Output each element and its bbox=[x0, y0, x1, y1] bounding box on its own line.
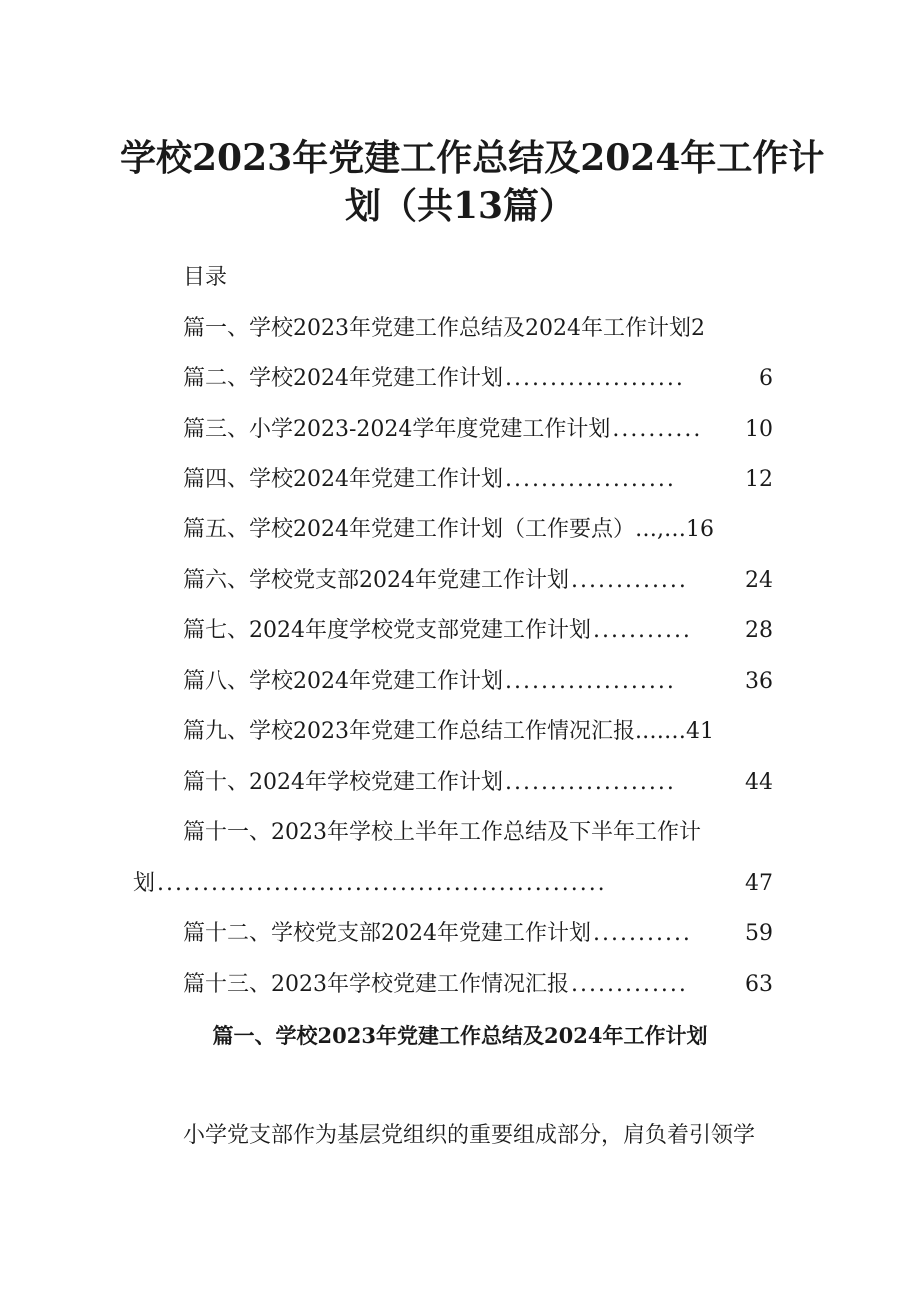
body-paragraph: 小学党支部作为基层党组织的重要组成部分，肩负着引领学 bbox=[183, 1123, 756, 1148]
toc-entry-12[interactable] bbox=[183, 918, 773, 950]
toc-entry-text: 篇九、学校2023年党建工作总结工作情况汇报.…… bbox=[183, 719, 686, 744]
toc-entry-9[interactable] bbox=[183, 716, 714, 748]
toc-entry-1[interactable] bbox=[183, 313, 705, 345]
toc-entry-text: 篇八、学校2024年党建工作计划 bbox=[183, 669, 503, 694]
toc-entry-page: 6 bbox=[759, 366, 773, 391]
toc-entry-page: 2 bbox=[690, 316, 705, 341]
toc-entry-text: 篇十一、2023年学校上半年工作总结及下半年工作计 bbox=[183, 820, 701, 845]
toc-entry-text: 篇六、学校党支部2024年党建工作计划 bbox=[183, 568, 569, 593]
toc-entry-13[interactable] bbox=[183, 969, 773, 1001]
toc-entry-page: 44 bbox=[745, 770, 773, 795]
toc-entry-7[interactable] bbox=[183, 615, 773, 647]
toc-entry-text-cont: 划 bbox=[133, 871, 156, 896]
toc-entry-text: 篇十三、2023年学校党建工作情况汇报 bbox=[183, 972, 569, 997]
document-title-line-1: 学校2023年党建工作总结及2024年工作计 bbox=[120, 137, 825, 179]
toc-entry-page: 10 bbox=[745, 417, 773, 442]
toc-entry-page: 47 bbox=[745, 871, 773, 896]
toc-leader-dots: ........... bbox=[593, 618, 692, 643]
toc-leader-dots: .................................................. bbox=[157, 871, 607, 896]
toc-entry-text: 篇十二、学校党支部2024年党建工作计划 bbox=[183, 921, 591, 946]
toc-entry-8[interactable] bbox=[183, 666, 773, 698]
toc-entry-11[interactable] bbox=[183, 817, 701, 849]
toc-leader-dots: ............. bbox=[571, 972, 688, 997]
toc-entry-page: 63 bbox=[745, 972, 773, 997]
toc-entry-page: 12 bbox=[745, 467, 773, 492]
toc-leader-dots: ........... bbox=[593, 921, 692, 946]
toc-entry-6[interactable] bbox=[183, 565, 773, 597]
toc-entry-page: 24 bbox=[745, 568, 773, 593]
toc-heading: 目录 bbox=[183, 265, 228, 290]
section-heading: 篇一、学校2023年党建工作总结及2024年工作计划 bbox=[212, 1023, 708, 1048]
toc-entry-4[interactable] bbox=[183, 464, 773, 496]
toc-leader-dots: ............. bbox=[571, 568, 688, 593]
document-title-line-2: 划（共13篇） bbox=[344, 185, 576, 227]
toc-leader-dots: ................... bbox=[505, 467, 676, 492]
toc-entry-text: 篇四、学校2024年党建工作计划 bbox=[183, 467, 503, 492]
toc-entry-11-continuation[interactable] bbox=[133, 868, 773, 900]
toc-entry-2[interactable] bbox=[183, 363, 773, 395]
toc-leader-dots: .................... bbox=[505, 366, 685, 391]
toc-entry-page: 16 bbox=[685, 517, 714, 542]
toc-entry-10[interactable] bbox=[183, 767, 773, 799]
toc-entry-page: 59 bbox=[745, 921, 773, 946]
toc-entry-page: 36 bbox=[745, 669, 773, 694]
toc-entry-page: 41 bbox=[685, 719, 714, 744]
toc-entry-3[interactable] bbox=[183, 414, 773, 446]
toc-entry-text: 篇三、小学2023-2024学年度党建工作计划 bbox=[183, 417, 611, 442]
toc-entry-text: 篇二、学校2024年党建工作计划 bbox=[183, 366, 503, 391]
toc-entry-text: 篇五、学校2024年党建工作计划（工作要点）…,… bbox=[183, 517, 686, 542]
toc-entry-5[interactable] bbox=[183, 514, 714, 546]
toc-entry-text: 篇十、2024年学校党建工作计划 bbox=[183, 770, 503, 795]
toc-entry-text: 篇七、2024年度学校党支部党建工作计划 bbox=[183, 618, 591, 643]
toc-leader-dots: ................... bbox=[505, 770, 676, 795]
toc-entry-page: 28 bbox=[745, 618, 773, 643]
toc-entry-text: 篇一、学校2023年党建工作总结及2024年工作计划 bbox=[183, 316, 691, 341]
toc-leader-dots: .......... bbox=[612, 417, 703, 442]
toc-leader-dots: ................... bbox=[505, 669, 676, 694]
